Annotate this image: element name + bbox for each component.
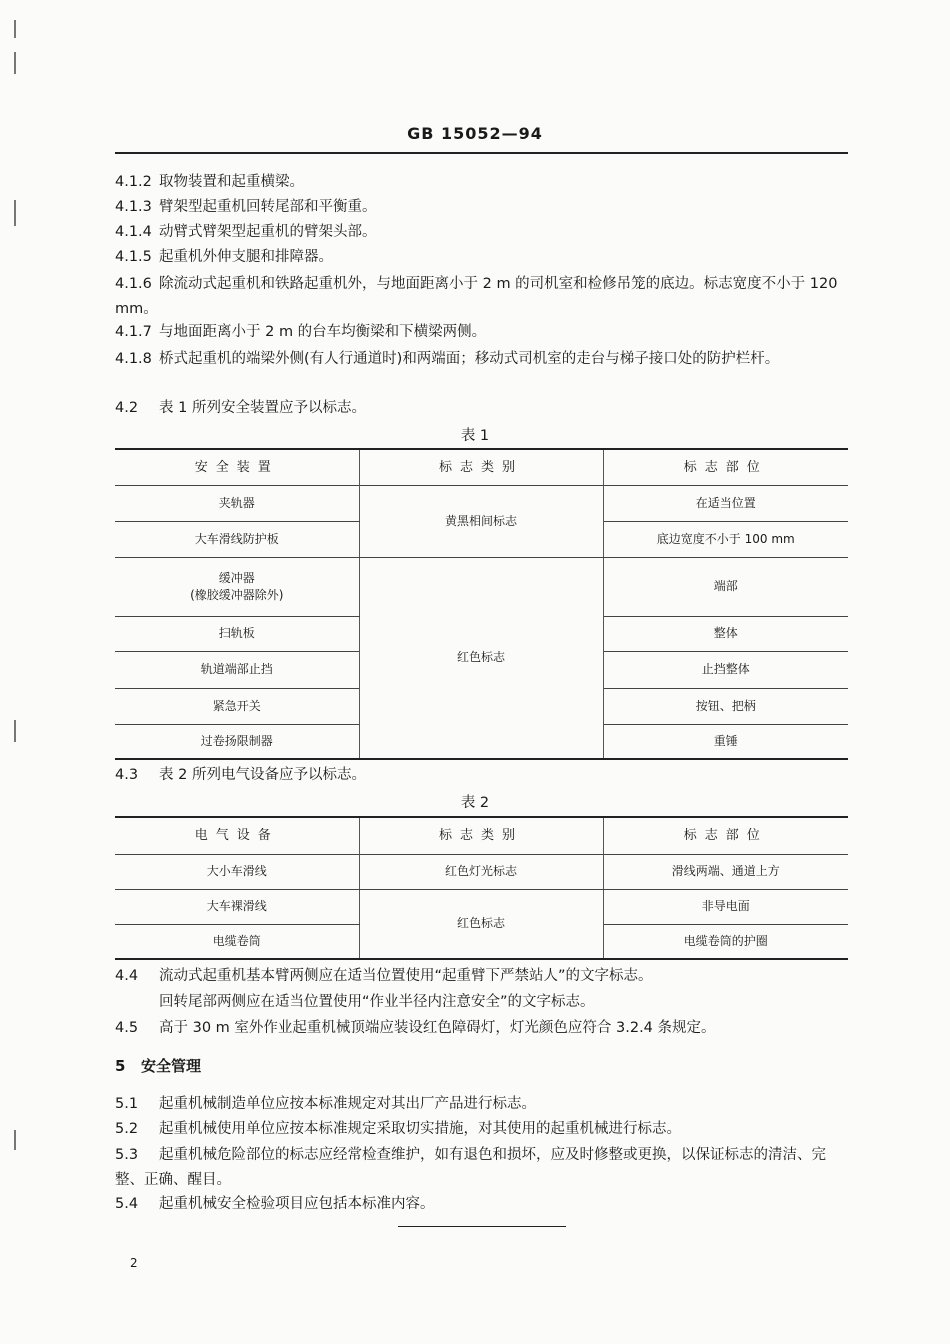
table-row: 夹轨器 黄黑相间标志 在适当位置 [115, 485, 848, 521]
clause-4-1-4: 4.1.4 动臂式臂架型起重机的臂架头部。 [115, 224, 377, 240]
header-rule [115, 152, 848, 154]
clause-4-1-7: 4.1.7 与地面距离小于 2 m 的台车均衡梁和下横梁两侧。 [115, 324, 487, 340]
table-row: 电缆卷筒 电缆卷筒的护圈 [115, 924, 848, 959]
clause-4-1-8: 4.1.8 桥式起重机的端梁外侧(有人行通道时)和两端面；移动式司机室的走台与梯子接口处的防护栏杆。 [115, 351, 780, 367]
clause-4-2: 4.2 表 1 所列安全装置应予以标志。 [115, 400, 366, 416]
table-row: 紧急开关 按钮、把柄 [115, 688, 848, 724]
clause-4-5: 4.5 高于 30 m 室外作业起重机械顶端应装设红色障碍灯，灯光颜色应符合 3.2.4 条规定。 [115, 1020, 716, 1036]
clause-4-4-continued: 回转尾部两侧应在适当位置使用“作业半径内注意安全”的文字标志。 [159, 994, 595, 1010]
table-row: 过卷扬限制器 重锤 [115, 724, 848, 759]
table-row: 大小车滑线 红色灯光标志 滑线两端、通道上方 [115, 854, 848, 889]
table-header-row: 安全装置 标志类别 标志部位 [115, 449, 848, 485]
table-row: 大车滑线防护板 底边宽度不小于 100 mm [115, 521, 848, 557]
standard-header: GB 15052—94 [407, 124, 543, 143]
scan-edge-marks [14, 0, 16, 1344]
table-row: 轨道端部止挡 止挡整体 [115, 651, 848, 688]
clause-4-4: 4.4 流动式起重机基本臂两侧应在适当位置使用“起重臂下严禁站人”的文字标志。 [115, 968, 653, 984]
clause-4-3: 4.3 表 2 所列电气设备应予以标志。 [115, 767, 366, 783]
clause-5-1: 5.1 起重机械制造单位应按本标准规定对其出厂产品进行标志。 [115, 1096, 536, 1112]
table-1-caption: 表 1 [460, 428, 490, 444]
table-2-caption: 表 2 [460, 795, 490, 811]
clause-4-1-3: 4.1.3 臂架型起重机回转尾部和平衡重。 [115, 199, 377, 215]
table-header-row: 电气设备 标志类别 标志部位 [115, 817, 848, 854]
table-2 [115, 816, 848, 960]
end-rule [398, 1226, 566, 1227]
section-5-heading: 5 安全管理 [115, 1057, 202, 1075]
table-row: 大车裸滑线 红色标志 非导电面 [115, 889, 848, 924]
clause-4-1-2: 4.1.2 取物装置和起重横梁。 [115, 174, 304, 190]
clause-5-2: 5.2 起重机械使用单位应按本标准规定采取切实措施，对其使用的起重机械进行标志。 [115, 1121, 681, 1137]
clause-4-1-6: 4.1.6 除流动式起重机和铁路起重机外，与地面距离小于 2 m 的司机室和检修吊笼的底边。标志宽度不小于 120 mm。 [115, 276, 838, 317]
table-row: 扫轨板 整体 [115, 616, 848, 651]
clause-5-4: 5.4 起重机械安全检验项目应包括本标准内容。 [115, 1196, 435, 1212]
page-number: 2 [130, 1256, 138, 1270]
table-row: 缓冲器 (橡胶缓冲器除外) 红色标志 端部 [115, 557, 848, 616]
clause-4-1-5: 4.1.5 起重机外伸支腿和排障器。 [115, 249, 333, 265]
clause-5-3: 5.3 起重机械危险部位的标志应经常检查维护，如有退色和损坏，应及时修整或更换，以保证标志的清洁、完整、正确、醒目。 [115, 1147, 826, 1188]
table-1 [115, 448, 848, 760]
